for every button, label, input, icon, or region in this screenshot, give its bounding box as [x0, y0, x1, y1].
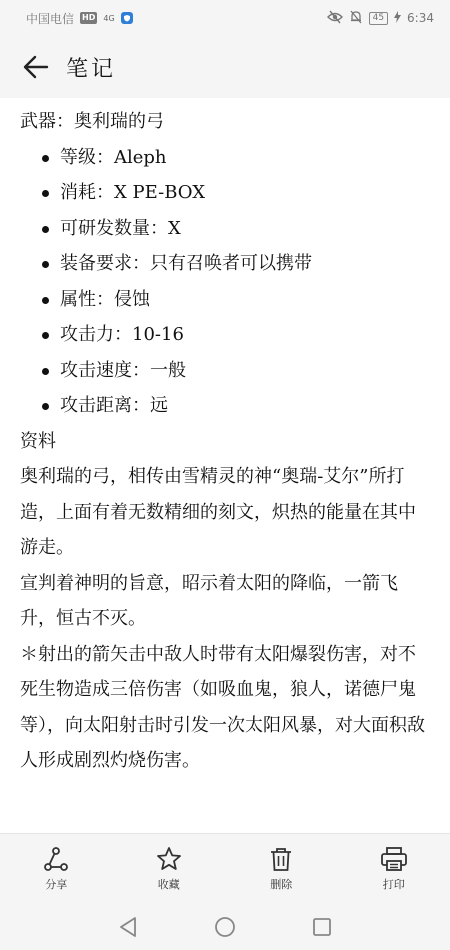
- delete-label: 删除: [270, 877, 293, 891]
- carrier-label: 中国电信: [26, 11, 75, 26]
- signal-label: 4G: [103, 13, 115, 23]
- back-button[interactable]: [16, 47, 56, 87]
- triangle-back-icon: [118, 916, 138, 938]
- circle-home-icon: [214, 916, 236, 938]
- attribute-item-property: 属性：侵蚀: [60, 282, 430, 318]
- star-icon: [156, 846, 182, 872]
- action-bar: [0, 833, 450, 903]
- attribute-list: [20, 140, 430, 424]
- system-nav-bar: [0, 903, 450, 950]
- share-icon: [43, 846, 69, 872]
- app-header: [0, 36, 450, 98]
- trash-icon: [268, 846, 294, 872]
- attribute-item-requirement: 装备要求：只有召唤者可以携带: [60, 246, 430, 282]
- bell-off-icon: [349, 10, 363, 27]
- page-title: 笔记: [66, 56, 117, 82]
- attribute-item-cost: 消耗：X PE-BOX: [60, 175, 430, 211]
- print-button[interactable]: [354, 846, 434, 892]
- description-paragraph: ＊射出的箭矢击中敌人时带有太阳爆裂伤害，对不死生物造成三倍伤害（如吸血鬼，狼人，诺德尸鬼等），向太阳射击时引发一次太阳风暴，对大面积敌人形成剧烈灼烧伤害。: [20, 643, 425, 771]
- nav-recents-button[interactable]: [307, 912, 337, 942]
- battery-icon: 45: [369, 12, 388, 25]
- weapon-heading: 武器：奥利瑞的弓: [20, 111, 164, 132]
- status-right: [327, 10, 434, 27]
- attribute-item-attack: 攻击力：10-16: [60, 317, 430, 353]
- printer-icon: [380, 846, 408, 872]
- hd-badge: HD: [82, 13, 96, 22]
- clock-label: 6:34: [407, 11, 434, 25]
- attribute-item-attack-speed: 攻击速度：一般: [60, 353, 430, 389]
- share-button[interactable]: [16, 846, 96, 892]
- nav-back-button[interactable]: [113, 912, 143, 942]
- attribute-item-research-count: 可研发数量：X: [60, 211, 430, 247]
- status-left: [26, 10, 133, 27]
- square-recents-icon: [312, 917, 332, 937]
- eye-off-icon: [327, 10, 343, 27]
- nav-home-button[interactable]: [210, 912, 240, 942]
- print-label: 打印: [382, 877, 405, 891]
- description-paragraph: 宣判着神明的旨意，昭示着太阳的降临，一箭飞升，恒古不灭。: [20, 572, 398, 629]
- app-notification-icon: [121, 12, 133, 24]
- description-paragraph: 奥利瑞的弓，相传由雪精灵的神“奥瑞-艾尔”所打造，上面有着无数精细的刻文，炽热的能量在其中游走。: [20, 466, 416, 558]
- favorite-label: 收藏: [157, 877, 180, 891]
- bolt-icon: [394, 11, 401, 26]
- section-title: 资料: [20, 430, 56, 452]
- share-label: 分享: [45, 877, 68, 891]
- attribute-item-level: 等级：Aleph: [60, 140, 430, 176]
- status-bar: [0, 0, 450, 36]
- back-arrow-icon: [23, 55, 49, 79]
- attribute-item-attack-range: 攻击距离：远: [60, 388, 430, 424]
- note-content[interactable]: [0, 98, 450, 833]
- delete-button[interactable]: [241, 846, 321, 892]
- favorite-button[interactable]: [129, 846, 209, 892]
